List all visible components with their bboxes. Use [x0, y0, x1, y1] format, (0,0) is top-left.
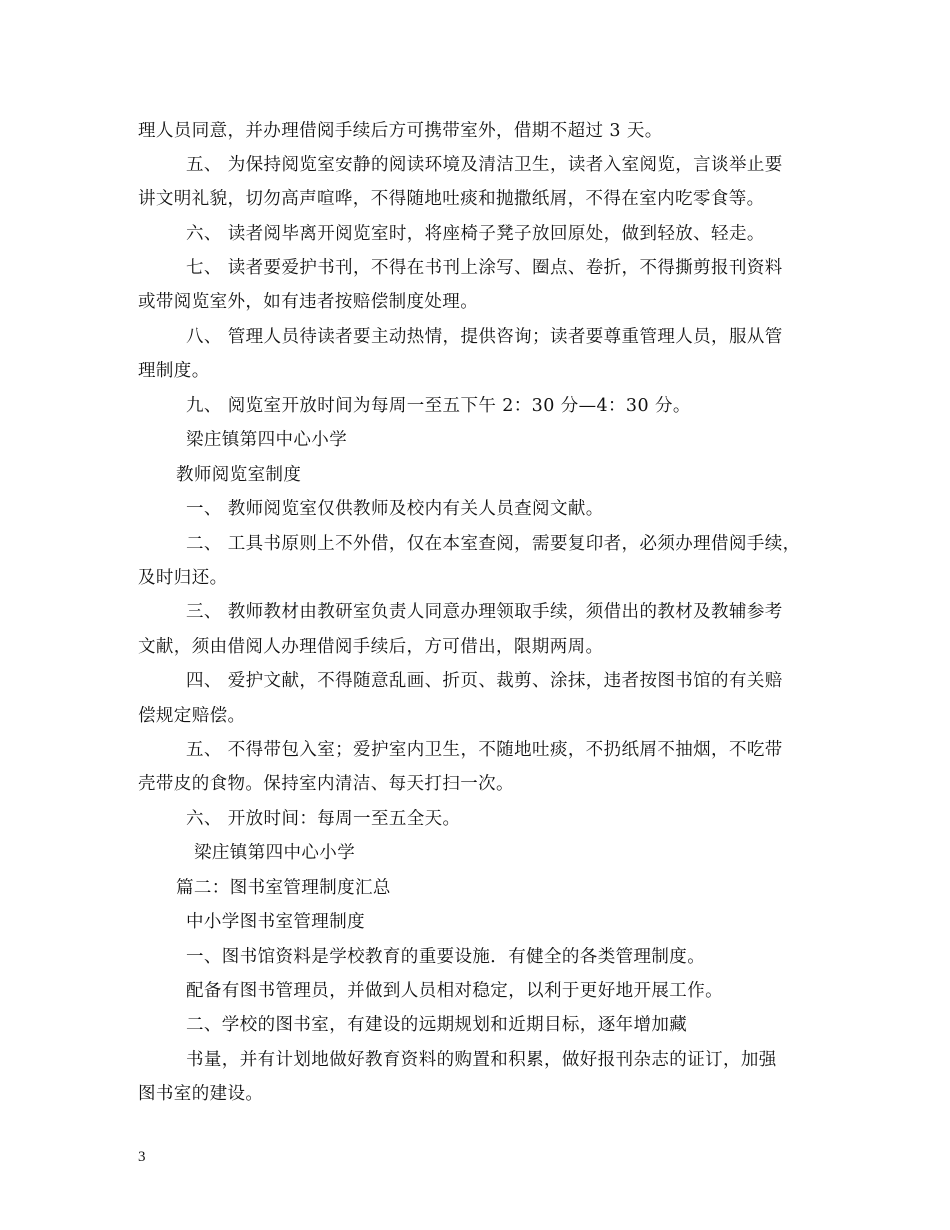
text-line: 二、 工具书原则上不外借，仅在本室查阅，需要复印者，必须办理借阅手续， — [186, 534, 801, 554]
text-line: 壳带皮的食物。保持室内清洁、每天打扫一次。 — [138, 774, 514, 794]
text-line: 或带阅览室外，如有违者按赔偿制度处理。 — [138, 292, 479, 312]
text-line: 六、 读者阅毕离开阅览室时，将座椅子凳子放回原处，做到轻放、轻走。 — [186, 224, 765, 244]
text-line: 九、 阅览室开放时间为每周一至五下午 2：30 分—4：30 分。 — [186, 396, 691, 416]
text-line: 五、 不得带包入室；爱护室内卫生，不随地吐痰，不扔纸屑不抽烟，不吃带 — [186, 740, 783, 760]
text-line: 配备有图书管理员，并做到人员相对稳定，以利于更好地开展工作。 — [186, 981, 723, 1001]
text-line: 书量，并有计划地做好教育资料的购置和积累，做好报刊杂志的证订，加强 — [186, 1050, 777, 1070]
text-line: 二、学校的图书室，有建设的远期规划和近期目标，逐年增加藏 — [186, 1015, 688, 1035]
text-line: 一、 教师阅览室仅供教师及校内有关人员查阅文献。 — [186, 499, 604, 519]
text-line: 七、 读者要爱护书刊，不得在书刊上涂写、圈点、卷折，不得撕剪报刊资料 — [186, 258, 783, 278]
text-line: 一、图书馆资料是学校教育的重要设施．有健全的各类管理制度。 — [186, 947, 706, 967]
text-line: 五、 为保持阅览室安静的阅读环境及清洁卫生，读者入室阅览，言谈举止要 — [186, 155, 783, 175]
text-line: 三、 教师教材由教研室负责人同意办理领取手续，须借出的教材及教辅参考 — [186, 602, 783, 622]
text-line: 及时归还。 — [138, 568, 228, 588]
signature-line: 梁庄镇第四中心小学 — [186, 430, 348, 450]
text-line: 讲文明礼貌，切勿高声喧哗，不得随地吐痰和抛撒纸屑，不得在室内吃零食等。 — [138, 189, 765, 209]
text-line: 文献，须由借阅人办理借阅手续后，方可借出，限期两周。 — [138, 637, 604, 657]
text-line: 六、 开放时间：每周一至五全天。 — [186, 809, 461, 829]
text-line: 理人员同意，并办理借阅手续后方可携带室外，借期不超过 3 天。 — [138, 121, 663, 141]
section-heading: 篇二：图书室管理制度汇总 — [176, 878, 391, 898]
page-number: 3 — [138, 1149, 146, 1165]
text-line: 四、 爱护文献，不得随意乱画、折页、裁剪、涂抹，违者按图书馆的有关赔 — [186, 671, 783, 691]
signature-line: 梁庄镇第四中心小学 — [194, 843, 356, 863]
section-heading: 中小学图书室管理制度 — [186, 912, 365, 932]
section-heading: 教师阅览室制度 — [176, 465, 302, 485]
text-line: 八、 管理人员待读者要主动热情，提供咨询；读者要尊重管理人员，服从管 — [186, 327, 783, 347]
text-line: 理制度。 — [138, 361, 210, 381]
text-line: 偿规定赔偿。 — [138, 706, 246, 726]
text-line: 图书室的建设。 — [138, 1084, 264, 1104]
